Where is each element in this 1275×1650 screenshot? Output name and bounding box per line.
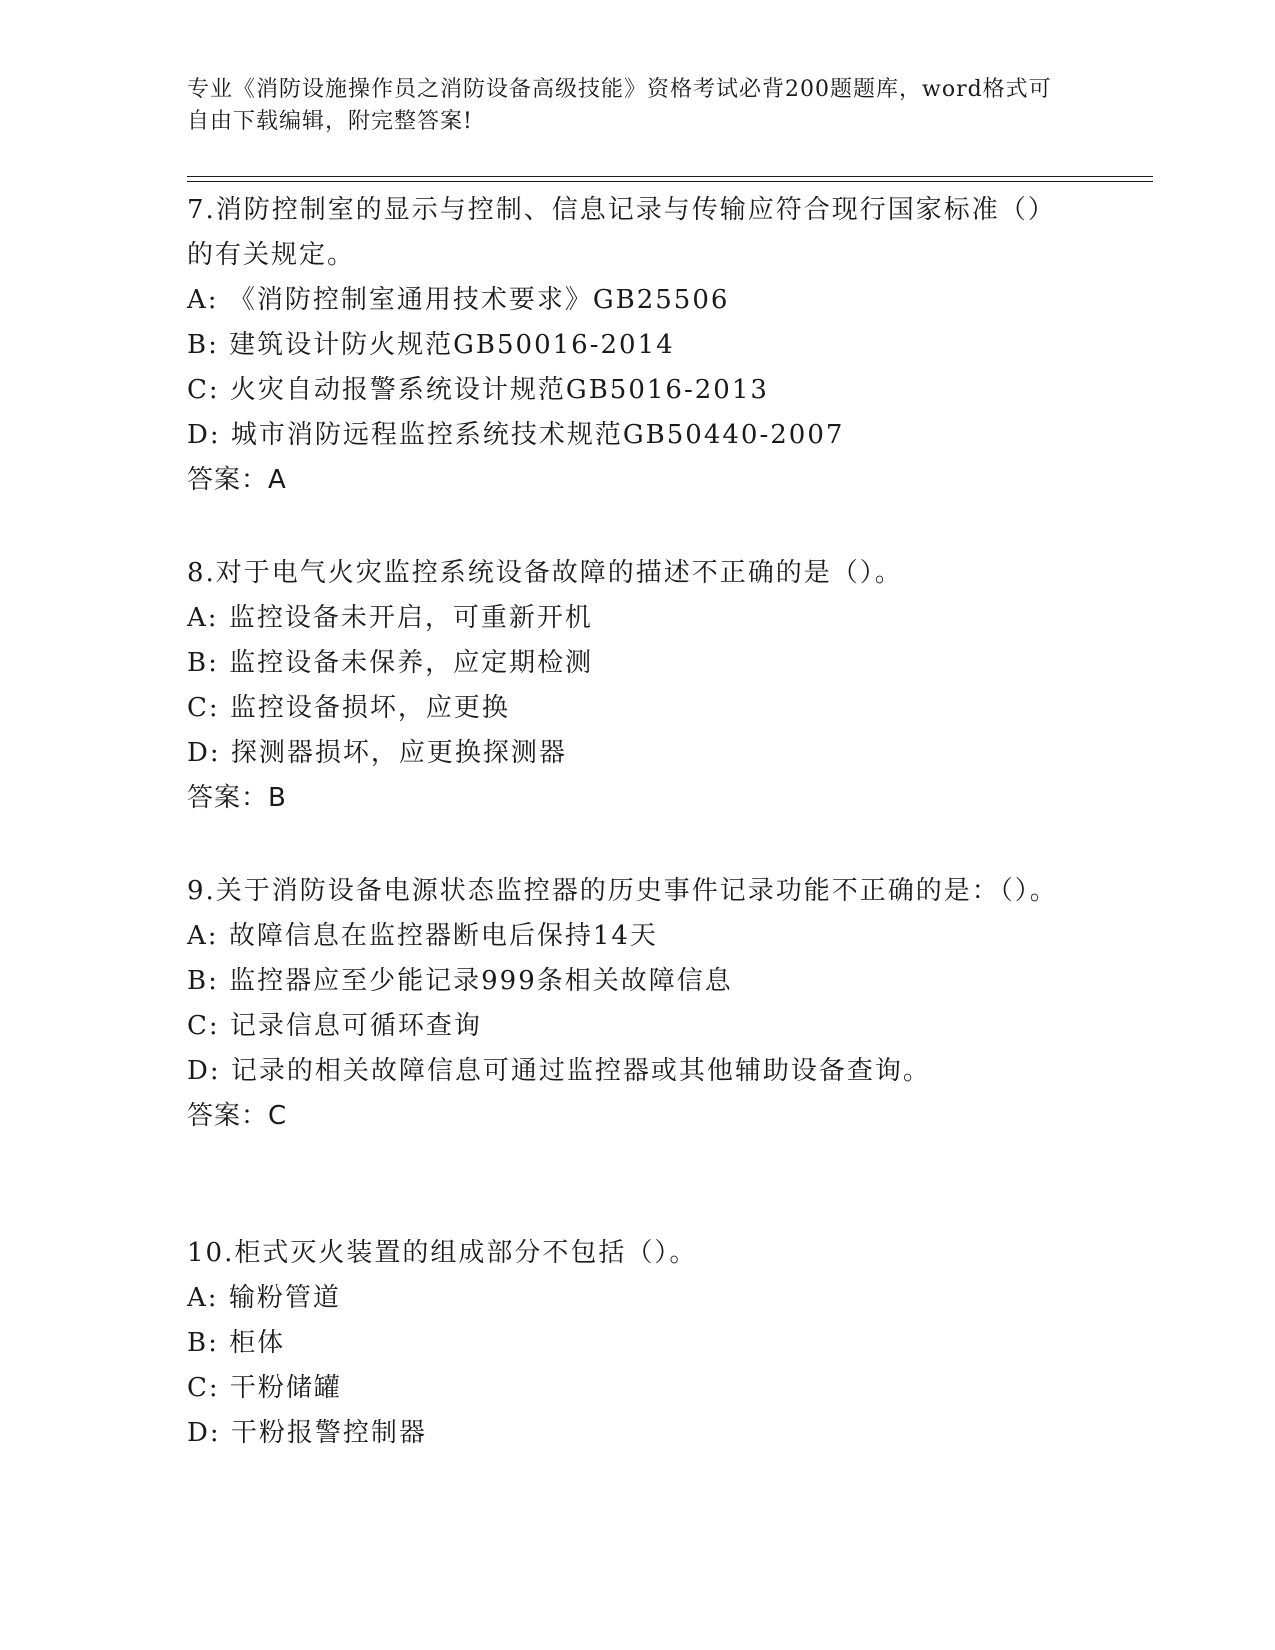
- question-stem: 9.关于消防设备电源状态监控器的历史事件记录功能不正确的是：（）。: [187, 876, 1058, 906]
- option-text: 监控设备未保养，应定期检测: [229, 648, 594, 678]
- option-c: [187, 686, 1067, 731]
- question-7: [187, 188, 1067, 503]
- option-text: 建筑设计防火规范GB50016-2014: [229, 330, 675, 360]
- option-text: 故障信息在监控器断电后保持14天: [228, 921, 658, 951]
- option-letter: C:: [187, 1011, 220, 1041]
- header-divider-second: [187, 181, 1153, 182]
- question-stem: 10.柜式灭火装置的组成部分不包括（）。: [187, 1238, 698, 1268]
- header-divider: [187, 176, 1153, 177]
- option-a: [187, 596, 1067, 641]
- option-letter: C:: [187, 1373, 220, 1403]
- option-text: 监控设备未开启，可重新开机: [228, 603, 593, 633]
- option-text: 《消防控制室通用技术要求》GB25506: [228, 285, 730, 315]
- option-text: 记录的相关故障信息可通过监控器或其他辅助设备查询。: [230, 1056, 931, 1086]
- option-letter: A:: [187, 285, 219, 315]
- option-b: [187, 323, 1067, 368]
- option-c: [187, 1366, 1067, 1411]
- answer-line: 答案：B: [187, 783, 287, 813]
- option-a: [187, 1276, 1067, 1321]
- option-letter: A:: [187, 603, 219, 633]
- option-b: [187, 959, 1067, 1004]
- question-9: [187, 869, 1067, 1139]
- option-text: 监控设备损坏，应更换: [229, 693, 510, 723]
- option-letter: D:: [187, 738, 221, 768]
- option-d: [187, 1049, 1067, 1094]
- option-a: [187, 278, 1067, 323]
- answer-line: 答案：C: [187, 1101, 288, 1131]
- option-letter: C:: [187, 693, 220, 723]
- option-c: [187, 1004, 1067, 1049]
- option-d: [187, 1411, 1067, 1456]
- option-text: 柜体: [229, 1328, 286, 1358]
- option-letter: B:: [187, 648, 219, 678]
- option-text: 监控器应至少能记录999条相关故障信息: [229, 966, 733, 996]
- option-c: [187, 368, 1067, 413]
- option-letter: A:: [187, 921, 219, 951]
- option-a: [187, 914, 1067, 959]
- option-text: 火灾自动报警系统设计规范GB5016-2013: [229, 375, 769, 405]
- question-10: [187, 1231, 1067, 1456]
- option-letter: D:: [187, 420, 221, 450]
- option-letter: B:: [187, 1328, 219, 1358]
- answer-line: 答案：A: [187, 465, 287, 495]
- option-letter: B:: [187, 330, 219, 360]
- option-b: [187, 1321, 1067, 1366]
- document-header: 专业《消防设施操作员之消防设备高级技能》资格考试必背200题题库，word格式可自由下载编辑，附完整答案!: [187, 77, 1052, 134]
- option-letter: D:: [187, 1418, 221, 1448]
- option-letter: A:: [187, 1283, 219, 1313]
- option-text: 输粉管道: [228, 1283, 341, 1313]
- option-letter: B:: [187, 966, 219, 996]
- option-d: [187, 413, 1067, 458]
- option-text: 记录信息可循环查询: [229, 1011, 482, 1041]
- option-text: 城市消防远程监控系统技术规范GB50440-2007: [230, 420, 845, 450]
- option-text: 探测器损坏，应更换探测器: [230, 738, 567, 768]
- option-text: 干粉储罐: [229, 1373, 342, 1403]
- question-8: [187, 551, 1067, 821]
- option-d: [187, 731, 1067, 776]
- option-letter: D:: [187, 1056, 221, 1086]
- option-b: [187, 641, 1067, 686]
- question-stem: 8.对于电气火灾监控系统设备故障的描述不正确的是（）。: [187, 558, 903, 588]
- option-text: 干粉报警控制器: [230, 1418, 427, 1448]
- option-letter: C:: [187, 375, 220, 405]
- question-stem: 7.消防控制室的显示与控制、信息记录与传输应符合现行国家标准（）的有关规定。: [187, 195, 1056, 270]
